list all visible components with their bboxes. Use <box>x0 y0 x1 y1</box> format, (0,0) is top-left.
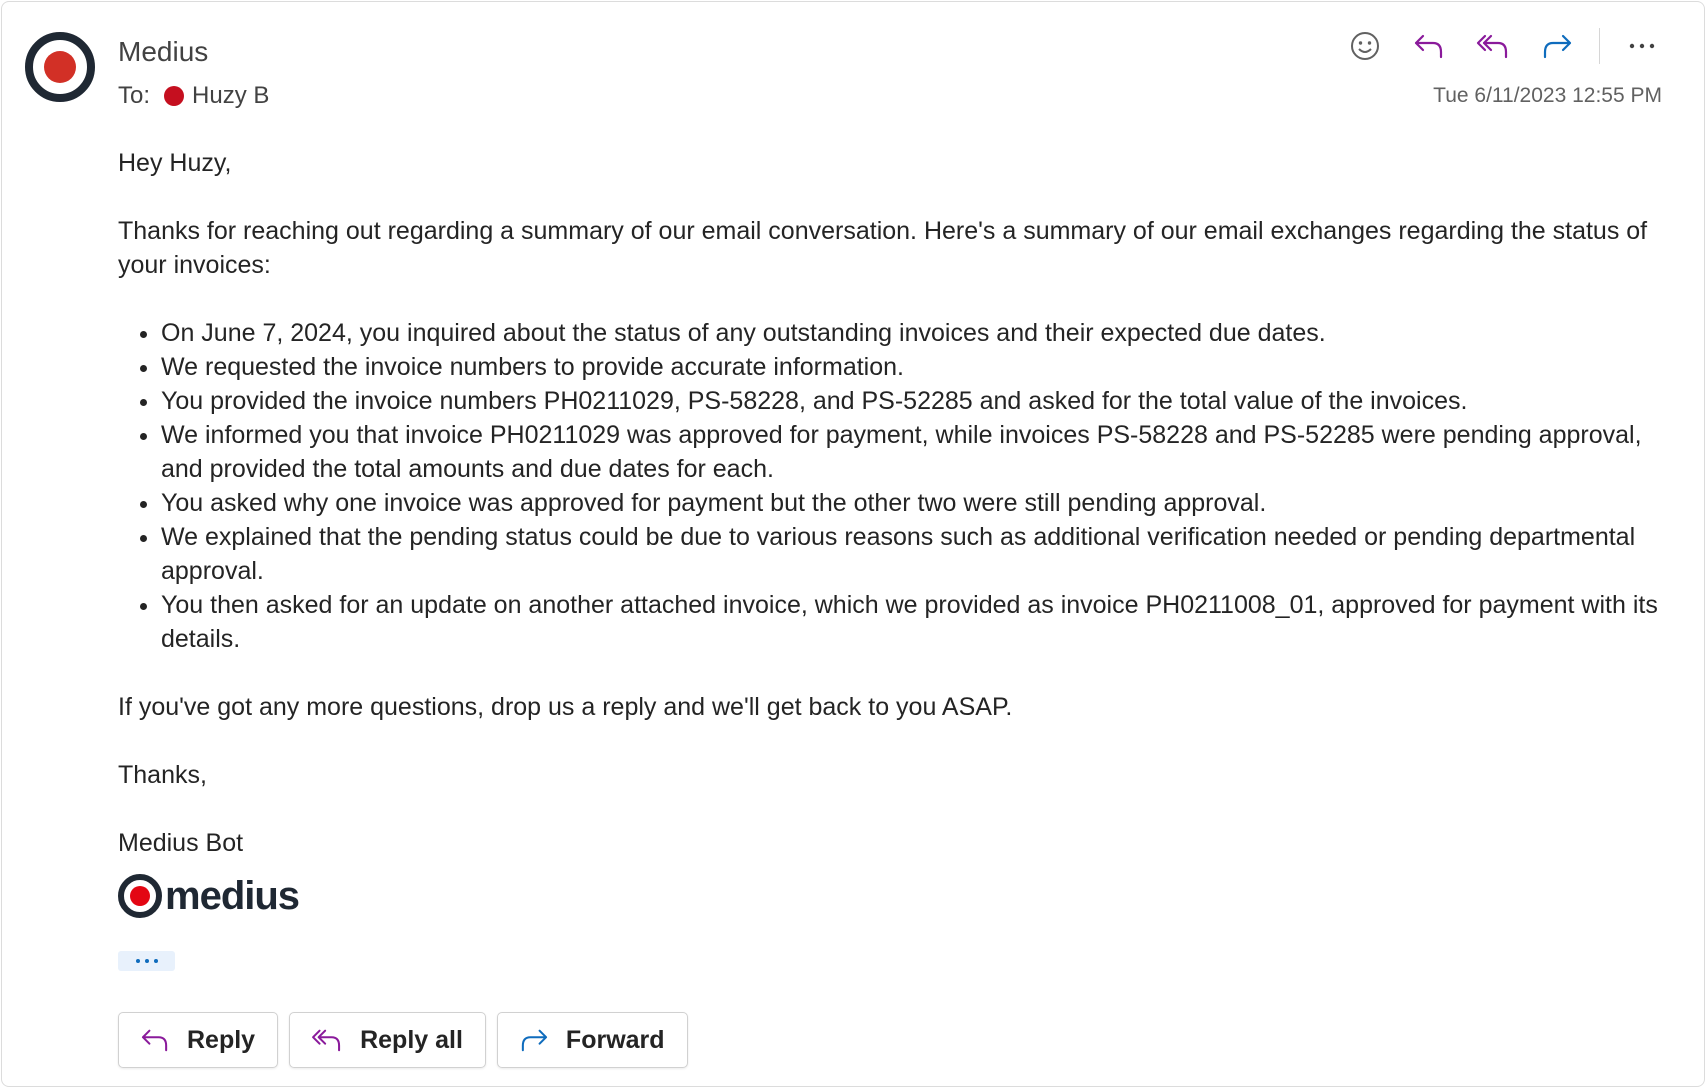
reply-button[interactable] <box>118 1012 278 1068</box>
sender-name: Medius <box>118 36 209 67</box>
reply-label: Reply <box>187 1025 256 1054</box>
forward-button[interactable] <box>497 1012 688 1068</box>
more-icon[interactable] <box>1622 26 1662 66</box>
list-item: • We requested the invoice numbers to provide accurate information. <box>161 350 1678 384</box>
reply-all-icon[interactable] <box>1473 26 1513 66</box>
intro-paragraph: Thanks for reaching out regarding a summary of our email conversation. Here's a summary of our email exchanges regarding the status of your invoices: <box>118 217 1648 279</box>
recipient-name[interactable]: Huzy B <box>192 82 270 109</box>
recipient-line <box>118 82 269 110</box>
forward-icon <box>518 1027 550 1053</box>
divider <box>1599 28 1600 64</box>
sent-date: Tue 6/11/2023 12:55 PM <box>1433 84 1662 107</box>
show-trimmed-content-button[interactable] <box>118 951 175 971</box>
medius-logo <box>118 874 1678 918</box>
list-item: • You asked why one invoice was approved for payment but the other two were still pending approval. <box>161 486 1678 520</box>
list-item: • You then asked for an update on another attached invoice, which we provided as invoice PH0211008_01, approved for payment with its details. <box>161 588 1678 656</box>
logo-mark-icon <box>118 874 162 918</box>
thanks-line: Thanks, <box>118 761 207 789</box>
reply-all-label: Reply all <box>360 1025 463 1054</box>
reply-icon[interactable] <box>1409 26 1449 66</box>
logo-text: medius <box>165 874 300 918</box>
message-body <box>118 146 1678 918</box>
reply-all-icon <box>310 1027 344 1053</box>
summary-list <box>118 316 1678 656</box>
greeting: Hey Huzy, <box>118 149 232 177</box>
forward-label: Forward <box>565 1025 665 1054</box>
footer-actions <box>118 1012 688 1068</box>
to-label: To: <box>118 82 151 109</box>
email-card <box>1 1 1705 1087</box>
list-item: • We informed you that invoice PH0211029 was approved for payment, while invoices PS-58228 and PS-52285 were pending approval, and provided the total amounts and due dates for each. <box>161 418 1678 486</box>
forward-icon[interactable] <box>1537 26 1577 66</box>
sender-avatar <box>25 32 95 102</box>
message-actions <box>1321 26 1662 66</box>
reply-all-button[interactable] <box>289 1012 486 1068</box>
list-item: • You provided the invoice numbers PH0211029, PS-58228, and PS-52285 and asked for the total value of the invoices. <box>161 384 1678 418</box>
recipient-avatar <box>164 86 184 106</box>
emoji-icon[interactable] <box>1345 26 1385 66</box>
signature-name: Medius Bot <box>118 829 244 857</box>
reply-icon <box>139 1027 171 1053</box>
closing-paragraph: If you've got any more questions, drop us a reply and we'll get back to you ASAP. <box>118 693 1013 721</box>
list-item: • On June 7, 2024, you inquired about the status of any outstanding invoices and their expected due dates. <box>161 316 1678 350</box>
list-item: • We explained that the pending status could be due to various reasons such as additional verification needed or pending departmental approval. <box>161 520 1678 588</box>
